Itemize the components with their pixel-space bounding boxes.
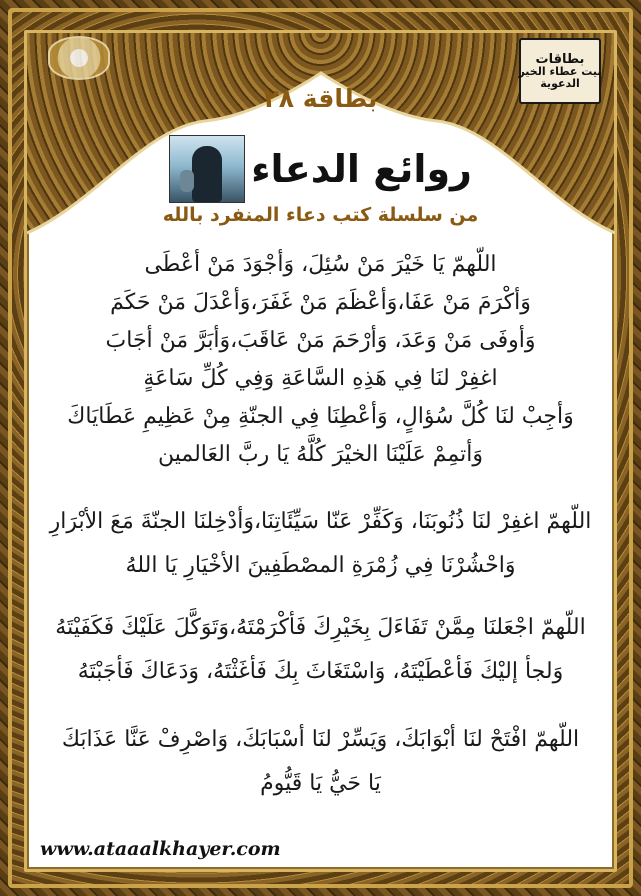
prayer-line: وَلجأ إليْكَ فَأعْطَيْتَهُ، وَاسْتَغَاثَ بِكَ فَأغَثْتَهُ، وَدَعَاكَ فَأجَبْتَهُ bbox=[77, 659, 564, 684]
corner-ornament-left bbox=[48, 36, 110, 80]
logo-line-3: الدعوية bbox=[540, 76, 580, 90]
prayer-block-3 bbox=[40, 606, 601, 694]
logo-line-1: بطاقات bbox=[535, 51, 585, 67]
prayer-line: وَأوفَى مَنْ وَعَدَ، وَأرْحَمَ مَنْ عَاقَبَ،وَأبَرَّ مَنْ أجَابَ bbox=[105, 328, 536, 353]
prayer-line: وَأتمِمْ عَلَيْنَا الخيْرَ كُلَّهُ يَا ربَّ العَالمين bbox=[157, 442, 483, 467]
website-link[interactable]: www.ataaalkhayer.com bbox=[40, 838, 281, 860]
prayer-line: اللّهمّ يَا خَيْرَ مَنْ سُئِلَ، وَأجْوَدَ مَنْ أعْطَى bbox=[144, 252, 497, 277]
prayer-block-1 bbox=[40, 246, 601, 474]
card-number: بطاقة ٢٨ bbox=[263, 84, 378, 113]
prayer-line: وَاحْشُرْنَا فِي زُمْرَةِ المصْطَفِينَ الأخْيَارِ يَا اللهُ bbox=[125, 553, 516, 578]
prayer-line: اغفِرْ لنَا فِي هَذِهِ السَّاعَةِ وَفِي كُلِّ سَاعَةٍ bbox=[143, 366, 498, 391]
title-row bbox=[0, 134, 641, 204]
praying-person-image bbox=[169, 135, 245, 203]
prayer-block-4 bbox=[40, 718, 601, 806]
page-title: روائع الدعاء bbox=[251, 147, 472, 191]
prayer-line: وَأكْرَمَ مَنْ عَفَا،وَأعْظَمَ مَنْ غَفَرَ،وَأعْدَلَ مَنْ حَكَمَ bbox=[110, 290, 531, 315]
prayer-line: يَا حَيُّ يَا قَيُّومُ bbox=[260, 771, 381, 796]
prayer-line: وَأجِبْ لنَا كُلَّ سُؤالٍ، وَأعْطِنَا فِي الجنّةِ مِنْ عَظِيمِ عَطَايَاكَ bbox=[67, 404, 574, 429]
prayer-line: اللّهمّ افْتَحْ لنَا أبْوَابَكَ، وَيَسِّرْ لنَا أسْبَابَكَ، وَاصْرِفْ عَنَّا عَذَابَكَ bbox=[61, 727, 580, 752]
logo-line-2: بيت عطاء الخير bbox=[518, 65, 602, 79]
series-subtitle: من سلسلة كتب دعاء المنفرد بالله bbox=[162, 204, 479, 226]
prayer-block-2 bbox=[40, 500, 601, 588]
prayer-line: اللّهمّ اغفِرْ لنَا ذُنُوبَنَا، وَكَفِّرْ عَنّا سَيِّئَاتِنَا،وَأدْخِلنَا الجنّةَ مَعَ الأبْرَارِ bbox=[49, 509, 592, 534]
prayer-line: اللّهمّ اجْعَلنَا مِمَّنْ تَفَاءَلَ بِخَيْرِكَ فَأكْرَمْتَهُ،وَتَوَكَّلَ عَلَيْكَ فَكَفَيْتَهُ bbox=[55, 615, 586, 640]
